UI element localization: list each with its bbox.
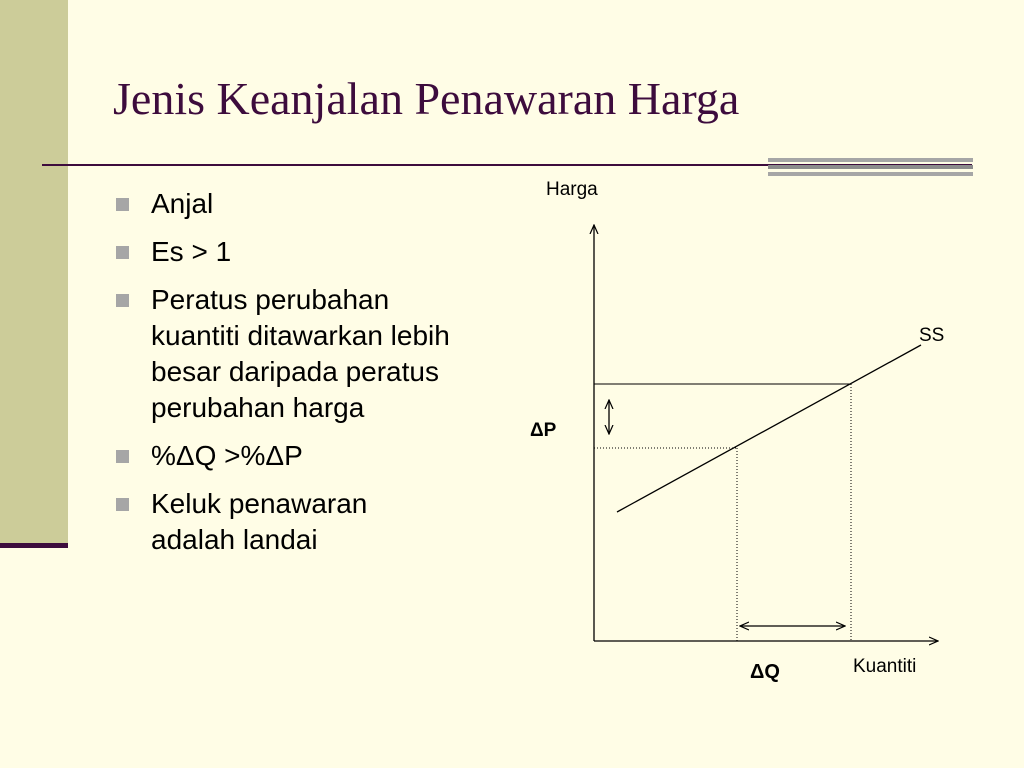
bullet-text: %ΔQ >%ΔP xyxy=(151,440,303,471)
supply-curve xyxy=(617,345,921,512)
bullet-text: Peratus perubahan kuantiti ditawarkan lebih besar daripada peratus perubahan harga xyxy=(151,284,450,423)
bullet-text: Anjal xyxy=(151,188,214,219)
delta-q-label: ΔQ xyxy=(750,661,780,683)
supply-curve-label: SS xyxy=(919,325,945,346)
y-axis-label: Harga xyxy=(546,179,598,200)
x-axis-label: Kuantiti xyxy=(853,656,917,677)
delta-p-label: ΔP xyxy=(530,420,557,441)
bullet-text: Es > 1 xyxy=(151,236,232,267)
bullet-text: Keluk penawaran adalah landai xyxy=(151,488,368,555)
slide-title: Jenis Keanjalan Penawaran Harga xyxy=(113,73,740,124)
